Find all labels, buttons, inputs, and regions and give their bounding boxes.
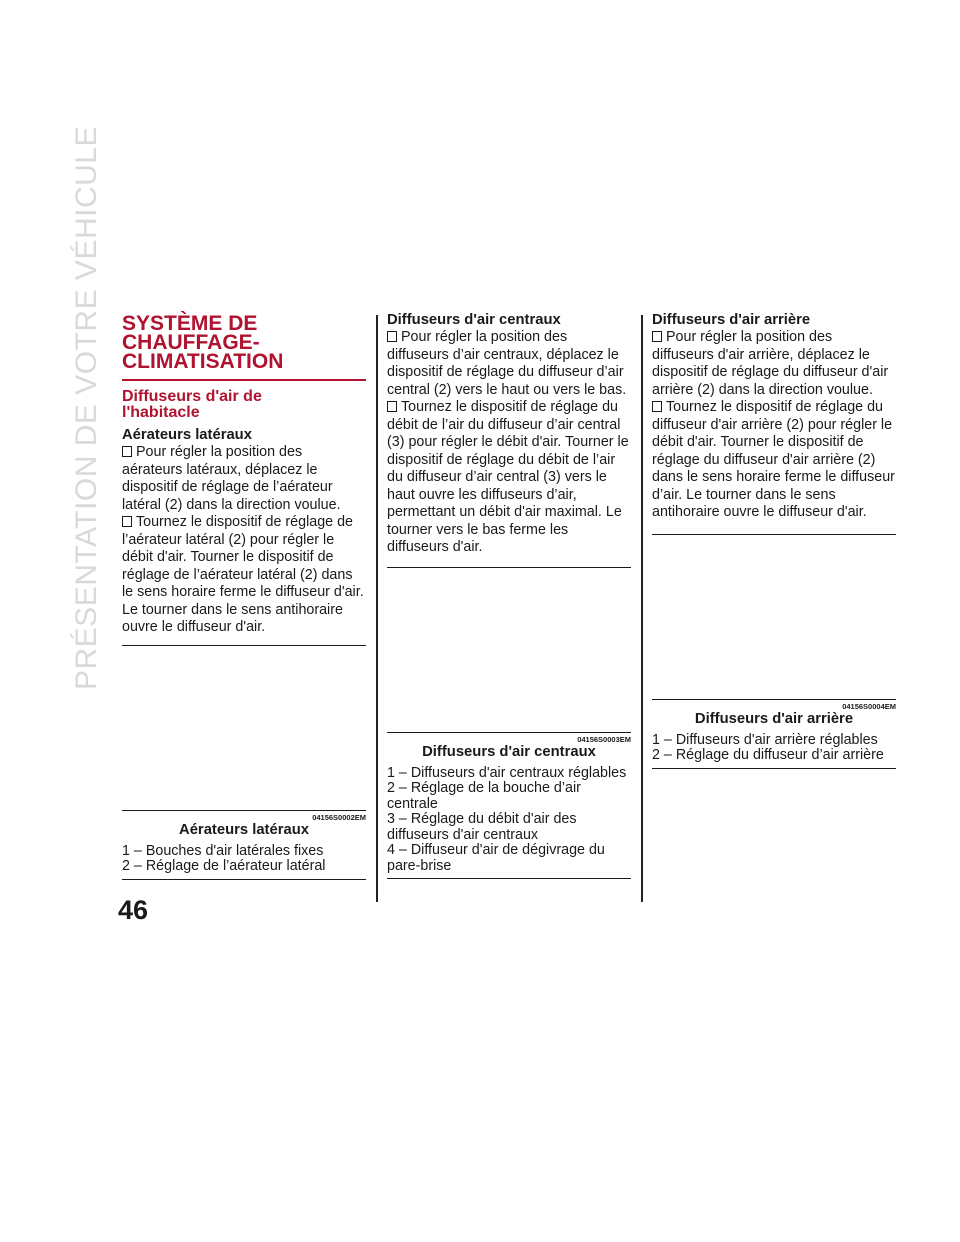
figure-bottom-rule — [387, 732, 631, 733]
checkbox-bullet-icon — [652, 401, 662, 412]
figure-caption-title: Diffuseurs d'air arrière — [694, 710, 854, 727]
bullet-paragraph — [387, 329, 631, 399]
figure-end-rule — [387, 878, 631, 879]
figure-diffuseurs-arriere — [652, 534, 896, 769]
legend-item: 2 – Réglage de la bouche d’air centrale — [387, 780, 581, 812]
figure-bottom-rule — [652, 699, 896, 700]
section-title — [122, 314, 366, 371]
figure-caption-title: Diffuseurs d'air centraux — [422, 743, 596, 760]
legend-item: 2 – Réglage du diffuseur d’air arrière — [652, 747, 884, 763]
heading-aerateurs-lateraux: Aérateurs latéraux — [122, 427, 252, 443]
column-separator-1 — [376, 315, 378, 902]
figure-diffuseurs-centraux — [387, 567, 631, 880]
legend-item: 4 – Diffuseur d'air de dégivrage du pare-brise — [387, 842, 605, 874]
checkbox-bullet-icon — [652, 331, 662, 342]
checkbox-bullet-icon — [122, 516, 132, 527]
bullet-text: Tournez le dispositif de réglage du diffuseur d'air arrière (2) pour régler le débit d'air. Tourner le dispositif de réglage du diffuseur d'air arrière (2) dans le sens horaire ferme le diffuseur d’air. Le tourner dans le sens antihoraire ouvre le diffuseur d'air. — [652, 399, 895, 520]
subsection-title — [122, 389, 366, 421]
figure-image-area — [652, 535, 896, 699]
checkbox-bullet-icon — [387, 401, 397, 412]
legend-item: 2 – Réglage de l’aérateur latéral — [122, 858, 326, 874]
heading-diffuseurs-arriere: Diffuseurs d'air arrière — [652, 312, 811, 328]
checkbox-bullet-icon — [122, 446, 132, 457]
legend-item: 3 – Réglage du débit d'air des diffuseurs d'air centraux — [387, 811, 577, 843]
bullet-text: Pour régler la position des diffuseurs d’air centraux, déplacez le dispositif de réglage du diffuseur d’air central (2) vers le haut ou vers le bas. — [387, 329, 627, 398]
legend-item: 1 – Diffuseurs d'air arrière réglables — [652, 731, 878, 748]
bullet-paragraph — [652, 399, 896, 522]
figure-end-rule — [652, 768, 896, 769]
section-title-line: CHAUFFAGE- — [122, 331, 260, 354]
figure-code: 04156S0003EM — [577, 734, 631, 744]
column-3 — [652, 312, 896, 769]
figure-code: 04156S0004EM — [842, 701, 896, 711]
side-chapter-title: PRÉSENTATION DE VOTRE VÉHICULE — [70, 126, 103, 690]
figure-image-area — [387, 568, 631, 732]
legend-item: 1 – Diffuseurs d'air centraux réglables — [387, 764, 627, 781]
bullet-text: Tournez le dispositif de réglage du débit de l’air du diffuseur d’air central (3) pour régler le débit d'air. Tourner le dispositif de réglage du débit de l’air du diffuseur d’air central (3) vers le haut ouvre les diffuseurs d’air, permettant un débit d'air maximal. Le tourner vers le bas ferme les diffuseurs d'air. — [387, 399, 629, 555]
bullet-text: Tournez le dispositif de réglage de l’aérateur latéral (2) pour régler le débit d'air. Tourner le dispositif de réglage de l’aérateur latéral (2) dans le sens horaire ferme le diffuseur d'air. Le tourner dans le sens antihoraire ouvre le diffuseur d'air. — [122, 514, 364, 635]
subsection-title-line: Diffuseurs d'air de — [122, 388, 262, 405]
column-1 — [122, 312, 366, 880]
column-2 — [387, 312, 631, 879]
legend-item: 1 – Bouches d'air latérales fixes — [122, 842, 324, 859]
bullet-paragraph — [122, 514, 366, 637]
checkbox-bullet-icon — [387, 331, 397, 342]
bullet-text: Pour régler la position des aérateurs latéraux, déplacez le dispositif de réglage de l’aérateur latéral (2) dans la direction voulue. — [122, 444, 341, 513]
bullet-text: Pour régler la position des diffuseurs d'air arrière, déplacez le dispositif de réglage du diffuseur d'air arrière (2) dans la direction voulue. — [652, 329, 889, 398]
page-number: 46 — [118, 895, 149, 925]
figure-caption-title: Aérateurs latéraux — [179, 821, 309, 838]
column-separator-2 — [641, 315, 643, 902]
section-rule — [122, 379, 366, 381]
figure-aerateurs-lateraux — [122, 645, 366, 880]
figure-code: 04156S0002EM — [312, 812, 366, 822]
bullet-paragraph — [387, 399, 631, 557]
figure-end-rule — [122, 879, 366, 880]
heading-diffuseurs-centraux: Diffuseurs d'air centraux — [387, 312, 561, 328]
subsection-title-line: l'habitacle — [122, 404, 200, 421]
figure-bottom-rule — [122, 810, 366, 811]
bullet-paragraph — [652, 329, 896, 399]
bullet-paragraph — [122, 444, 366, 514]
section-title-line: CLIMATISATION — [122, 350, 284, 373]
figure-image-area — [122, 646, 366, 810]
section-title-line: SYSTÈME DE — [122, 312, 258, 335]
